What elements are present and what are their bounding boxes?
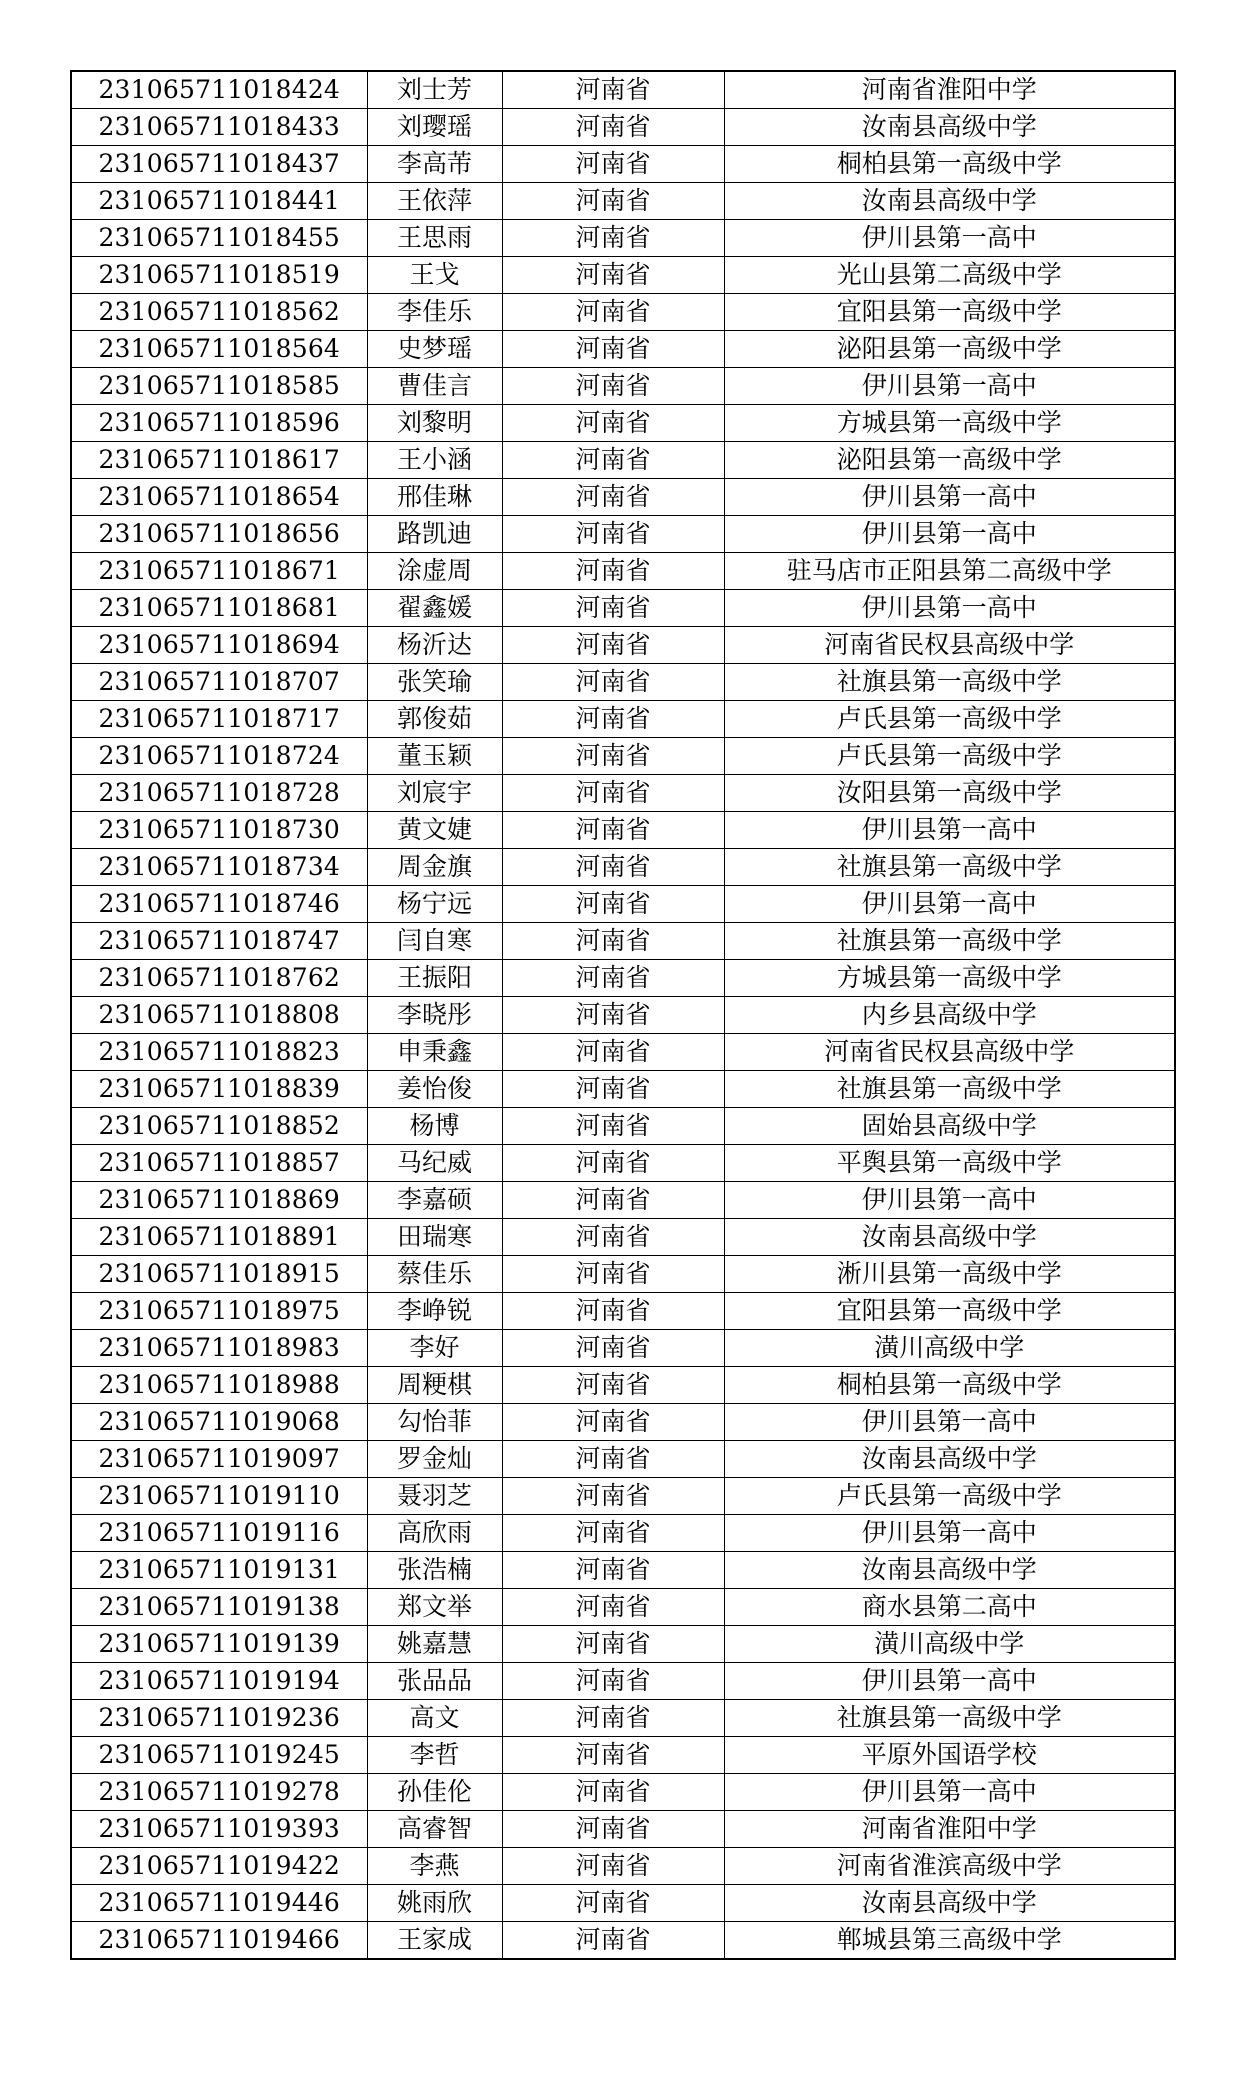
table-row xyxy=(71,1885,1175,1922)
school-cell: 泌阳县第一高级中学 xyxy=(724,442,1175,479)
table-row xyxy=(71,664,1175,701)
province-cell: 河南省 xyxy=(502,553,724,590)
exam-id-cell: 231065711019446 xyxy=(71,1885,367,1922)
exam-id-cell: 231065711019278 xyxy=(71,1774,367,1811)
exam-id-cell: 231065711019466 xyxy=(71,1922,367,1960)
school-cell: 汝南县高级中学 xyxy=(724,109,1175,146)
province-cell: 河南省 xyxy=(502,590,724,627)
table-row xyxy=(71,1848,1175,1885)
exam-id-cell: 231065711018681 xyxy=(71,590,367,627)
province-cell: 河南省 xyxy=(502,257,724,294)
table-row xyxy=(71,1330,1175,1367)
school-cell: 汝南县高级中学 xyxy=(724,1885,1175,1922)
exam-id-cell: 231065711018656 xyxy=(71,516,367,553)
exam-id-cell: 231065711019068 xyxy=(71,1404,367,1441)
province-cell: 河南省 xyxy=(502,701,724,738)
province-cell: 河南省 xyxy=(502,1293,724,1330)
table-row xyxy=(71,1182,1175,1219)
student-name-cell: 曹佳言 xyxy=(367,368,502,405)
student-name-cell: 张浩楠 xyxy=(367,1552,502,1589)
province-cell: 河南省 xyxy=(502,1145,724,1182)
school-cell: 固始县高级中学 xyxy=(724,1108,1175,1145)
student-name-cell: 王振阳 xyxy=(367,960,502,997)
student-name-cell: 姚嘉慧 xyxy=(367,1626,502,1663)
province-cell: 河南省 xyxy=(502,1182,724,1219)
student-name-cell: 周金旗 xyxy=(367,849,502,886)
student-name-cell: 闫自寒 xyxy=(367,923,502,960)
table-row xyxy=(71,1737,1175,1774)
province-cell: 河南省 xyxy=(502,627,724,664)
province-cell: 河南省 xyxy=(502,71,724,109)
school-cell: 光山县第二高级中学 xyxy=(724,257,1175,294)
exam-id-cell: 231065711018857 xyxy=(71,1145,367,1182)
school-cell: 汝阳县第一高级中学 xyxy=(724,775,1175,812)
exam-id-cell: 231065711018988 xyxy=(71,1367,367,1404)
province-cell: 河南省 xyxy=(502,1071,724,1108)
province-cell: 河南省 xyxy=(502,479,724,516)
student-name-cell: 李高芾 xyxy=(367,146,502,183)
school-cell: 河南省淮滨高级中学 xyxy=(724,1848,1175,1885)
province-cell: 河南省 xyxy=(502,294,724,331)
province-cell: 河南省 xyxy=(502,1515,724,1552)
province-cell: 河南省 xyxy=(502,1404,724,1441)
province-cell: 河南省 xyxy=(502,1589,724,1626)
province-cell: 河南省 xyxy=(502,1330,724,1367)
table-row xyxy=(71,331,1175,368)
school-cell: 社旗县第一高级中学 xyxy=(724,849,1175,886)
student-name-cell: 李好 xyxy=(367,1330,502,1367)
school-cell: 内乡县高级中学 xyxy=(724,997,1175,1034)
school-cell: 社旗县第一高级中学 xyxy=(724,1700,1175,1737)
province-cell: 河南省 xyxy=(502,1256,724,1293)
exam-id-cell: 231065711018617 xyxy=(71,442,367,479)
table-row xyxy=(71,1774,1175,1811)
province-cell: 河南省 xyxy=(502,220,724,257)
province-cell: 河南省 xyxy=(502,1478,724,1515)
exam-id-cell: 231065711018734 xyxy=(71,849,367,886)
table-row xyxy=(71,479,1175,516)
province-cell: 河南省 xyxy=(502,664,724,701)
student-name-cell: 杨博 xyxy=(367,1108,502,1145)
student-name-cell: 王依萍 xyxy=(367,183,502,220)
province-cell: 河南省 xyxy=(502,1663,724,1700)
exam-id-cell: 231065711019422 xyxy=(71,1848,367,1885)
exam-id-cell: 231065711018717 xyxy=(71,701,367,738)
school-cell: 宜阳县第一高级中学 xyxy=(724,294,1175,331)
province-cell: 河南省 xyxy=(502,368,724,405)
table-row xyxy=(71,1219,1175,1256)
table-row xyxy=(71,701,1175,738)
student-name-cell: 张笑瑜 xyxy=(367,664,502,701)
student-name-cell: 孙佳伦 xyxy=(367,1774,502,1811)
table-row xyxy=(71,71,1175,109)
table-row xyxy=(71,516,1175,553)
student-name-cell: 李佳乐 xyxy=(367,294,502,331)
province-cell: 河南省 xyxy=(502,812,724,849)
province-cell: 河南省 xyxy=(502,109,724,146)
table-row xyxy=(71,1626,1175,1663)
table-row xyxy=(71,294,1175,331)
province-cell: 河南省 xyxy=(502,146,724,183)
student-name-cell: 李峥锐 xyxy=(367,1293,502,1330)
student-name-cell: 李燕 xyxy=(367,1848,502,1885)
table-row xyxy=(71,146,1175,183)
table-row xyxy=(71,590,1175,627)
school-cell: 商水县第二高中 xyxy=(724,1589,1175,1626)
exam-id-cell: 231065711018891 xyxy=(71,1219,367,1256)
exam-id-cell: 231065711018424 xyxy=(71,71,367,109)
school-cell: 伊川县第一高中 xyxy=(724,1182,1175,1219)
student-name-cell: 邢佳琳 xyxy=(367,479,502,516)
school-cell: 伊川县第一高中 xyxy=(724,479,1175,516)
school-cell: 社旗县第一高级中学 xyxy=(724,664,1175,701)
student-name-cell: 蔡佳乐 xyxy=(367,1256,502,1293)
exam-id-cell: 231065711018728 xyxy=(71,775,367,812)
school-cell: 方城县第一高级中学 xyxy=(724,960,1175,997)
exam-id-cell: 231065711018562 xyxy=(71,294,367,331)
student-name-cell: 王家成 xyxy=(367,1922,502,1960)
school-cell: 伊川县第一高中 xyxy=(724,368,1175,405)
province-cell: 河南省 xyxy=(502,1774,724,1811)
exam-id-cell: 231065711019110 xyxy=(71,1478,367,1515)
exam-id-cell: 231065711018455 xyxy=(71,220,367,257)
province-cell: 河南省 xyxy=(502,997,724,1034)
province-cell: 河南省 xyxy=(502,1737,724,1774)
school-cell: 卢氏县第一高级中学 xyxy=(724,738,1175,775)
student-name-cell: 杨宁远 xyxy=(367,886,502,923)
exam-id-cell: 231065711018915 xyxy=(71,1256,367,1293)
table-row xyxy=(71,183,1175,220)
school-cell: 汝南县高级中学 xyxy=(724,1441,1175,1478)
table-row xyxy=(71,1922,1175,1960)
table-row xyxy=(71,960,1175,997)
exam-id-cell: 231065711019131 xyxy=(71,1552,367,1589)
student-name-cell: 李哲 xyxy=(367,1737,502,1774)
exam-id-cell: 231065711018519 xyxy=(71,257,367,294)
table-row xyxy=(71,1515,1175,1552)
table-row xyxy=(71,849,1175,886)
province-cell: 河南省 xyxy=(502,516,724,553)
table-row xyxy=(71,368,1175,405)
student-name-cell: 姜怡俊 xyxy=(367,1071,502,1108)
school-cell: 驻马店市正阳县第二高级中学 xyxy=(724,553,1175,590)
student-name-cell: 高文 xyxy=(367,1700,502,1737)
student-name-cell: 董玉颖 xyxy=(367,738,502,775)
school-cell: 河南省淮阳中学 xyxy=(724,71,1175,109)
province-cell: 河南省 xyxy=(502,1552,724,1589)
exam-id-cell: 231065711018654 xyxy=(71,479,367,516)
student-name-cell: 李晓彤 xyxy=(367,997,502,1034)
student-name-cell: 黄文婕 xyxy=(367,812,502,849)
school-cell: 伊川县第一高中 xyxy=(724,886,1175,923)
exam-id-cell: 231065711018441 xyxy=(71,183,367,220)
table-row xyxy=(71,812,1175,849)
province-cell: 河南省 xyxy=(502,1219,724,1256)
province-cell: 河南省 xyxy=(502,775,724,812)
school-cell: 河南省民权县高级中学 xyxy=(724,627,1175,664)
student-name-cell: 聂羽芝 xyxy=(367,1478,502,1515)
school-cell: 汝南县高级中学 xyxy=(724,1552,1175,1589)
exam-id-cell: 231065711018852 xyxy=(71,1108,367,1145)
table-row xyxy=(71,738,1175,775)
exam-id-cell: 231065711018730 xyxy=(71,812,367,849)
school-cell: 伊川县第一高中 xyxy=(724,1663,1175,1700)
table-row xyxy=(71,1404,1175,1441)
province-cell: 河南省 xyxy=(502,1626,724,1663)
student-name-cell: 勾怡菲 xyxy=(367,1404,502,1441)
exam-id-cell: 231065711019236 xyxy=(71,1700,367,1737)
roster-body xyxy=(71,71,1175,1959)
exam-id-cell: 231065711018724 xyxy=(71,738,367,775)
province-cell: 河南省 xyxy=(502,1811,724,1848)
exam-id-cell: 231065711019139 xyxy=(71,1626,367,1663)
table-row xyxy=(71,442,1175,479)
table-row xyxy=(71,923,1175,960)
student-name-cell: 路凯迪 xyxy=(367,516,502,553)
student-name-cell: 王思雨 xyxy=(367,220,502,257)
student-name-cell: 周粳棋 xyxy=(367,1367,502,1404)
school-cell: 平舆县第一高级中学 xyxy=(724,1145,1175,1182)
province-cell: 河南省 xyxy=(502,405,724,442)
table-row xyxy=(71,257,1175,294)
exam-id-cell: 231065711019116 xyxy=(71,1515,367,1552)
province-cell: 河南省 xyxy=(502,1848,724,1885)
table-row xyxy=(71,775,1175,812)
school-cell: 潢川高级中学 xyxy=(724,1330,1175,1367)
student-name-cell: 高欣雨 xyxy=(367,1515,502,1552)
table-row xyxy=(71,1478,1175,1515)
school-cell: 淅川县第一高级中学 xyxy=(724,1256,1175,1293)
province-cell: 河南省 xyxy=(502,183,724,220)
province-cell: 河南省 xyxy=(502,1441,724,1478)
table-row xyxy=(71,1145,1175,1182)
exam-id-cell: 231065711018433 xyxy=(71,109,367,146)
province-cell: 河南省 xyxy=(502,1034,724,1071)
exam-id-cell: 231065711018694 xyxy=(71,627,367,664)
exam-id-cell: 231065711018839 xyxy=(71,1071,367,1108)
student-name-cell: 刘璎瑶 xyxy=(367,109,502,146)
exam-id-cell: 231065711018596 xyxy=(71,405,367,442)
table-row xyxy=(71,627,1175,664)
exam-id-cell: 231065711018564 xyxy=(71,331,367,368)
school-cell: 卢氏县第一高级中学 xyxy=(724,701,1175,738)
exam-id-cell: 231065711018747 xyxy=(71,923,367,960)
student-name-cell: 史梦瑶 xyxy=(367,331,502,368)
province-cell: 河南省 xyxy=(502,960,724,997)
table-row xyxy=(71,1663,1175,1700)
table-row xyxy=(71,1293,1175,1330)
province-cell: 河南省 xyxy=(502,738,724,775)
student-roster-table xyxy=(70,70,1176,1960)
table-row xyxy=(71,220,1175,257)
exam-id-cell: 231065711018808 xyxy=(71,997,367,1034)
school-cell: 伊川县第一高中 xyxy=(724,516,1175,553)
student-name-cell: 马纪威 xyxy=(367,1145,502,1182)
student-name-cell: 姚雨欣 xyxy=(367,1885,502,1922)
student-name-cell: 翟鑫媛 xyxy=(367,590,502,627)
school-cell: 卢氏县第一高级中学 xyxy=(724,1478,1175,1515)
province-cell: 河南省 xyxy=(502,1108,724,1145)
table-row xyxy=(71,1441,1175,1478)
student-name-cell: 王戈 xyxy=(367,257,502,294)
exam-id-cell: 231065711018762 xyxy=(71,960,367,997)
province-cell: 河南省 xyxy=(502,886,724,923)
school-cell: 郸城县第三高级中学 xyxy=(724,1922,1175,1960)
province-cell: 河南省 xyxy=(502,1367,724,1404)
school-cell: 伊川县第一高中 xyxy=(724,1515,1175,1552)
table-row xyxy=(71,1034,1175,1071)
student-name-cell: 涂虚周 xyxy=(367,553,502,590)
table-row xyxy=(71,553,1175,590)
table-row xyxy=(71,109,1175,146)
table-row xyxy=(71,1811,1175,1848)
school-cell: 汝南县高级中学 xyxy=(724,183,1175,220)
exam-id-cell: 231065711018671 xyxy=(71,553,367,590)
exam-id-cell: 231065711018707 xyxy=(71,664,367,701)
province-cell: 河南省 xyxy=(502,1922,724,1960)
table-row xyxy=(71,405,1175,442)
exam-id-cell: 231065711018585 xyxy=(71,368,367,405)
school-cell: 伊川县第一高中 xyxy=(724,220,1175,257)
student-name-cell: 罗金灿 xyxy=(367,1441,502,1478)
school-cell: 汝南县高级中学 xyxy=(724,1219,1175,1256)
student-name-cell: 刘宸宇 xyxy=(367,775,502,812)
school-cell: 伊川县第一高中 xyxy=(724,1774,1175,1811)
school-cell: 河南省民权县高级中学 xyxy=(724,1034,1175,1071)
province-cell: 河南省 xyxy=(502,331,724,368)
school-cell: 伊川县第一高中 xyxy=(724,1404,1175,1441)
table-row xyxy=(71,997,1175,1034)
school-cell: 伊川县第一高中 xyxy=(724,590,1175,627)
school-cell: 伊川县第一高中 xyxy=(724,812,1175,849)
table-row xyxy=(71,1071,1175,1108)
school-cell: 河南省淮阳中学 xyxy=(724,1811,1175,1848)
school-cell: 平原外国语学校 xyxy=(724,1737,1175,1774)
school-cell: 泌阳县第一高级中学 xyxy=(724,331,1175,368)
student-name-cell: 杨沂达 xyxy=(367,627,502,664)
student-name-cell: 李嘉硕 xyxy=(367,1182,502,1219)
exam-id-cell: 231065711018869 xyxy=(71,1182,367,1219)
exam-id-cell: 231065711018975 xyxy=(71,1293,367,1330)
exam-id-cell: 231065711019138 xyxy=(71,1589,367,1626)
school-cell: 潢川高级中学 xyxy=(724,1626,1175,1663)
student-name-cell: 刘黎明 xyxy=(367,405,502,442)
school-cell: 宜阳县第一高级中学 xyxy=(724,1293,1175,1330)
student-name-cell: 刘士芳 xyxy=(367,71,502,109)
province-cell: 河南省 xyxy=(502,1700,724,1737)
school-cell: 社旗县第一高级中学 xyxy=(724,923,1175,960)
province-cell: 河南省 xyxy=(502,923,724,960)
exam-id-cell: 231065711018983 xyxy=(71,1330,367,1367)
school-cell: 社旗县第一高级中学 xyxy=(724,1071,1175,1108)
school-cell: 桐柏县第一高级中学 xyxy=(724,1367,1175,1404)
table-row xyxy=(71,1256,1175,1293)
student-name-cell: 郑文举 xyxy=(367,1589,502,1626)
table-row xyxy=(71,1700,1175,1737)
student-name-cell: 张品品 xyxy=(367,1663,502,1700)
student-name-cell: 申秉鑫 xyxy=(367,1034,502,1071)
province-cell: 河南省 xyxy=(502,849,724,886)
exam-id-cell: 231065711018746 xyxy=(71,886,367,923)
student-name-cell: 郭俊茹 xyxy=(367,701,502,738)
table-row xyxy=(71,886,1175,923)
table-row xyxy=(71,1367,1175,1404)
table-row xyxy=(71,1589,1175,1626)
school-cell: 桐柏县第一高级中学 xyxy=(724,146,1175,183)
exam-id-cell: 231065711018437 xyxy=(71,146,367,183)
exam-id-cell: 231065711019393 xyxy=(71,1811,367,1848)
exam-id-cell: 231065711019194 xyxy=(71,1663,367,1700)
province-cell: 河南省 xyxy=(502,442,724,479)
exam-id-cell: 231065711019245 xyxy=(71,1737,367,1774)
table-row xyxy=(71,1552,1175,1589)
school-cell: 方城县第一高级中学 xyxy=(724,405,1175,442)
student-name-cell: 王小涵 xyxy=(367,442,502,479)
table-row xyxy=(71,1108,1175,1145)
student-name-cell: 田瑞寒 xyxy=(367,1219,502,1256)
student-name-cell: 高睿智 xyxy=(367,1811,502,1848)
exam-id-cell: 231065711018823 xyxy=(71,1034,367,1071)
province-cell: 河南省 xyxy=(502,1885,724,1922)
exam-id-cell: 231065711019097 xyxy=(71,1441,367,1478)
